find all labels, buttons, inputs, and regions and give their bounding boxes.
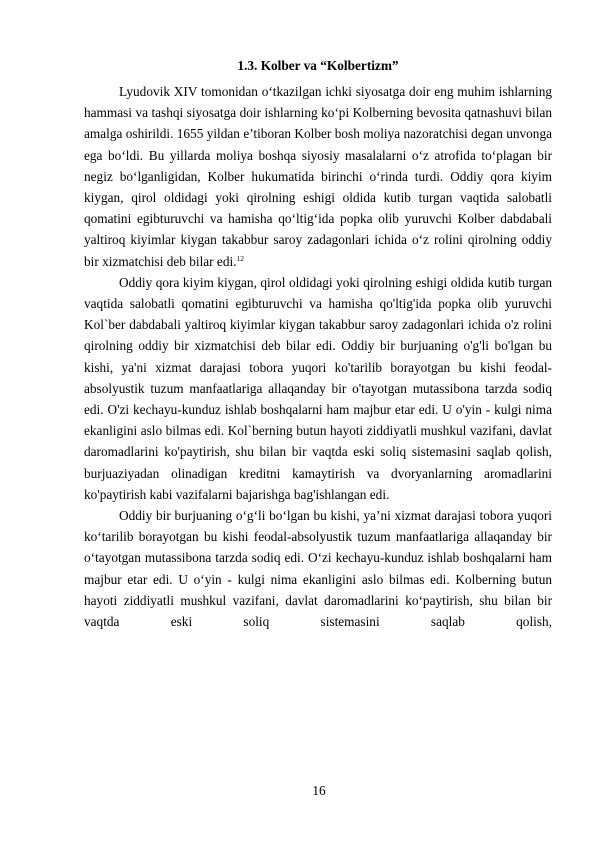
body-text — [84, 81, 552, 632]
footnote-marker[interactable]: 12 — [236, 253, 244, 263]
page-number: 16 — [312, 783, 326, 798]
section-heading: 1.3. Kolber va “Kolbertizm” — [237, 58, 399, 73]
paragraph-1 — [84, 81, 552, 272]
paragraph-3: Oddiy bir burjuaning o‘g‘li bo‘lgan bu kishi, ya’ni xizmat darajasi tobora yuqori ko‘tarilib borayotgan bu kishi feodal-absolyustik tuzum manfaatlariga allaqanday bir o‘tayotgan mutassibona tarzda sodiq edi. O‘zi kechayu-kunduz ishlab boshqalarni ham majbur etar edi. U o‘yin - kulgi nima ekanligini aslo bilmas edi. Kolberning butun hayoti ziddiyatli mushkul vazifani, davlat daromadlarini ko‘paytirish, shu bilan bir vaqtda eski soliq sistemasini saqlab qolish, — [84, 508, 552, 630]
paragraph-1-text: Lyudovik XIV tomonidan o‘tkazilgan ichki siyosatga doir eng muhim ishlarning hammasi va tashqi siyosatga doir ishlarning ko‘pi Kolberning bevosita qatnashuvi bilan amalga oshirildi. 1655 yildan e’tiboran Kolber bosh moliya nazoratchisi degan unvonga ega bo‘ldi. Bu yillarda moliya boshqa siyosiy masalalarni o‘z atrofida to‘plagan bir negiz bo‘lganligidan, Kolber hukumatida birinchi o‘rinda turdi. Oddiy qora kiyim kiygan, qirol oldidagi yoki qirolning eshigi oldida kutib turgan vaqtida salobatli qomatini egibturuvchi va hamisha qo‘ltig‘ida popka olib yuruvchi Kolber dabdabali yaltiroq kiyimlar kiygan takabbur saroy zadagonlari ichida o‘z rolini qirolning oddiy bir xizmatchisi deb bilar edi. — [84, 84, 552, 269]
paragraph-2: Oddiy qora kiyim kiygan, qirol oldidagi yoki qirolning eshigi oldida kutib turgan vaqtida salobatli qomatini egibturuvchi va hamisha qo'ltig'ida popka olib yuruvchi Kol`ber dabdabali yaltiroq kiyimlar kiygan takabbur saroy zadagonlari ichida o'z rolini qirolning oddiy bir xizmatchisi deb bilar edi. Oddiy bir burjuaning o'g'li bo'lgan bu kishi, ya'ni xizmat darajasi tobora yuqori ko'tarilib borayotgan bu kishi feodal-absolyustik tuzum manfaatlariga allaqanday bir o'tayotgan mutassibona tarzda sodiq edi. O'zi kechayu-kunduz ishlab boshqalarni ham majbur etar edi. U o'yin - kulgi nima ekanligini aslo bilmas edi. Kol`berning butun hayoti ziddiyatli mushkul vazifani, davlat daromadlarini ko'paytirish, shu bilan bir vaqtda eski soliq sistemasini saqlab qolish, burjuaziyadan olinadigan kreditni kamaytirish va dvoryanlarning aromadlarini ko'paytirish kabi vazifalarni bajarishga bag'ishlangan edi. — [84, 274, 552, 502]
